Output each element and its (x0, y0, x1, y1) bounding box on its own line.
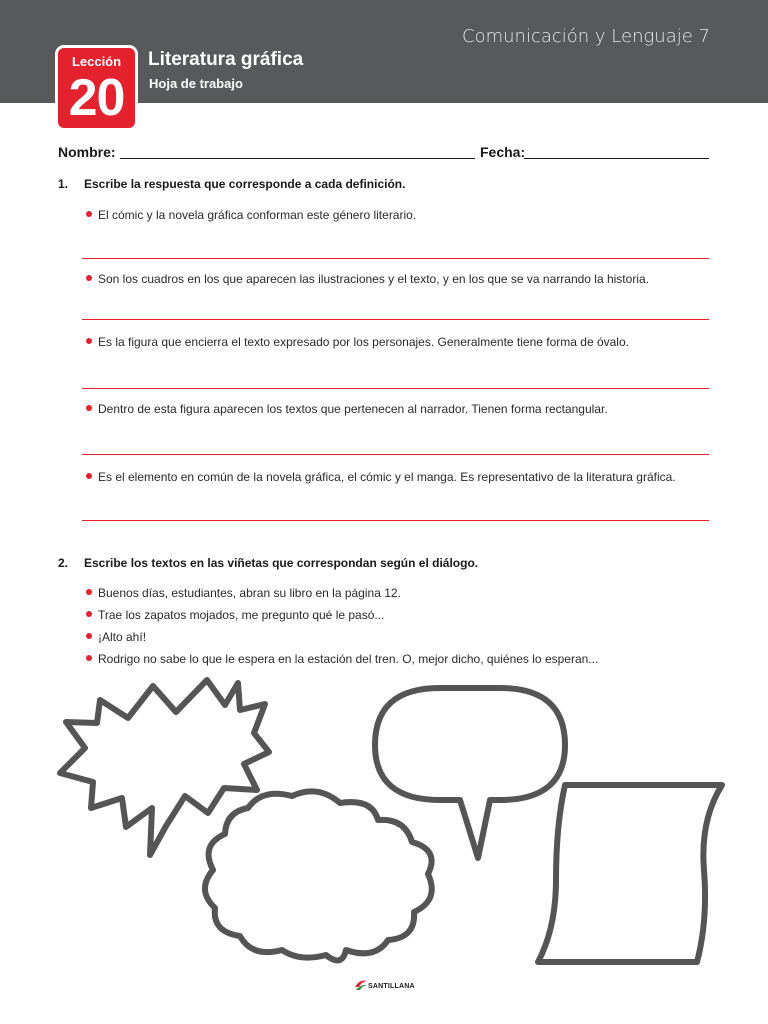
answer-line[interactable] (82, 319, 709, 320)
name-field[interactable] (120, 158, 475, 159)
answer-line[interactable] (82, 520, 709, 521)
publisher-logo (354, 978, 424, 996)
bullet-icon (86, 275, 92, 281)
bullet-icon (86, 589, 92, 595)
answer-line[interactable] (82, 258, 709, 259)
list-item: Son los cuadros en los que aparecen las ilustraciones y el texto, y en los que se va narrando la historia. (86, 272, 649, 286)
bullet-icon (86, 655, 92, 661)
list-item: El cómic y la novela gráfica conforman este género literario. (86, 208, 416, 222)
list-item: Rodrigo no sabe lo que le espera en la estación del tren. O, mejor dicho, quiénes lo esperan... (86, 652, 598, 666)
question-2 (58, 556, 478, 570)
lesson-label: Lección (71, 54, 122, 69)
question-number: 1. (58, 177, 69, 191)
list-item: Trae los zapatos mojados, me pregunto qué le pasó... (86, 608, 384, 622)
list-item: Es la figura que encierra el texto expresado por los personajes. Generalmente tiene forma de óvalo. (86, 335, 629, 349)
logo-text: SANTILLANA (368, 983, 415, 990)
thought-cloud[interactable] (205, 791, 432, 960)
bullet-icon (86, 611, 92, 617)
santillana-icon (354, 978, 368, 992)
list-item: Buenos días, estudiantes, abran su libro en la página 12. (86, 586, 401, 600)
speech-bubbles (0, 668, 768, 978)
lesson-number: 20 (68, 69, 125, 127)
question-prompt: Escribe la respuesta que corresponde a cada definición. (84, 177, 406, 191)
bullet-icon (86, 211, 92, 217)
bullet-icon (86, 473, 92, 479)
list-item: Es el elemento en común de la novela gráfica, el cómic y el manga. Es representativo de la literatura gráfica. (86, 470, 676, 484)
page-subtitle: Hoja de trabajo (149, 76, 243, 91)
date-label: Fecha: (480, 144, 526, 160)
question-1 (58, 177, 405, 191)
list-item: ¡Alto ahí! (86, 630, 146, 644)
name-label: Nombre: (58, 144, 116, 160)
date-field[interactable] (524, 158, 709, 159)
bullet-icon (86, 633, 92, 639)
question-number: 2. (58, 556, 69, 570)
bullet-icon (86, 338, 92, 344)
answer-line[interactable] (82, 454, 709, 455)
list-item: Dentro de esta figura aparecen los textos que pertenecen al narrador. Tienen forma rectangular. (86, 402, 608, 416)
question-prompt: Escribe los textos en las viñetas que correspondan según el diálogo. (84, 556, 479, 570)
page-title: Literatura gráfica (148, 49, 304, 70)
bullet-icon (86, 405, 92, 411)
subject-title: Comunicación y Lenguaje 7 (462, 26, 710, 47)
answer-line[interactable] (82, 388, 709, 389)
lesson-badge (55, 45, 138, 131)
narrator-box[interactable] (538, 785, 722, 962)
